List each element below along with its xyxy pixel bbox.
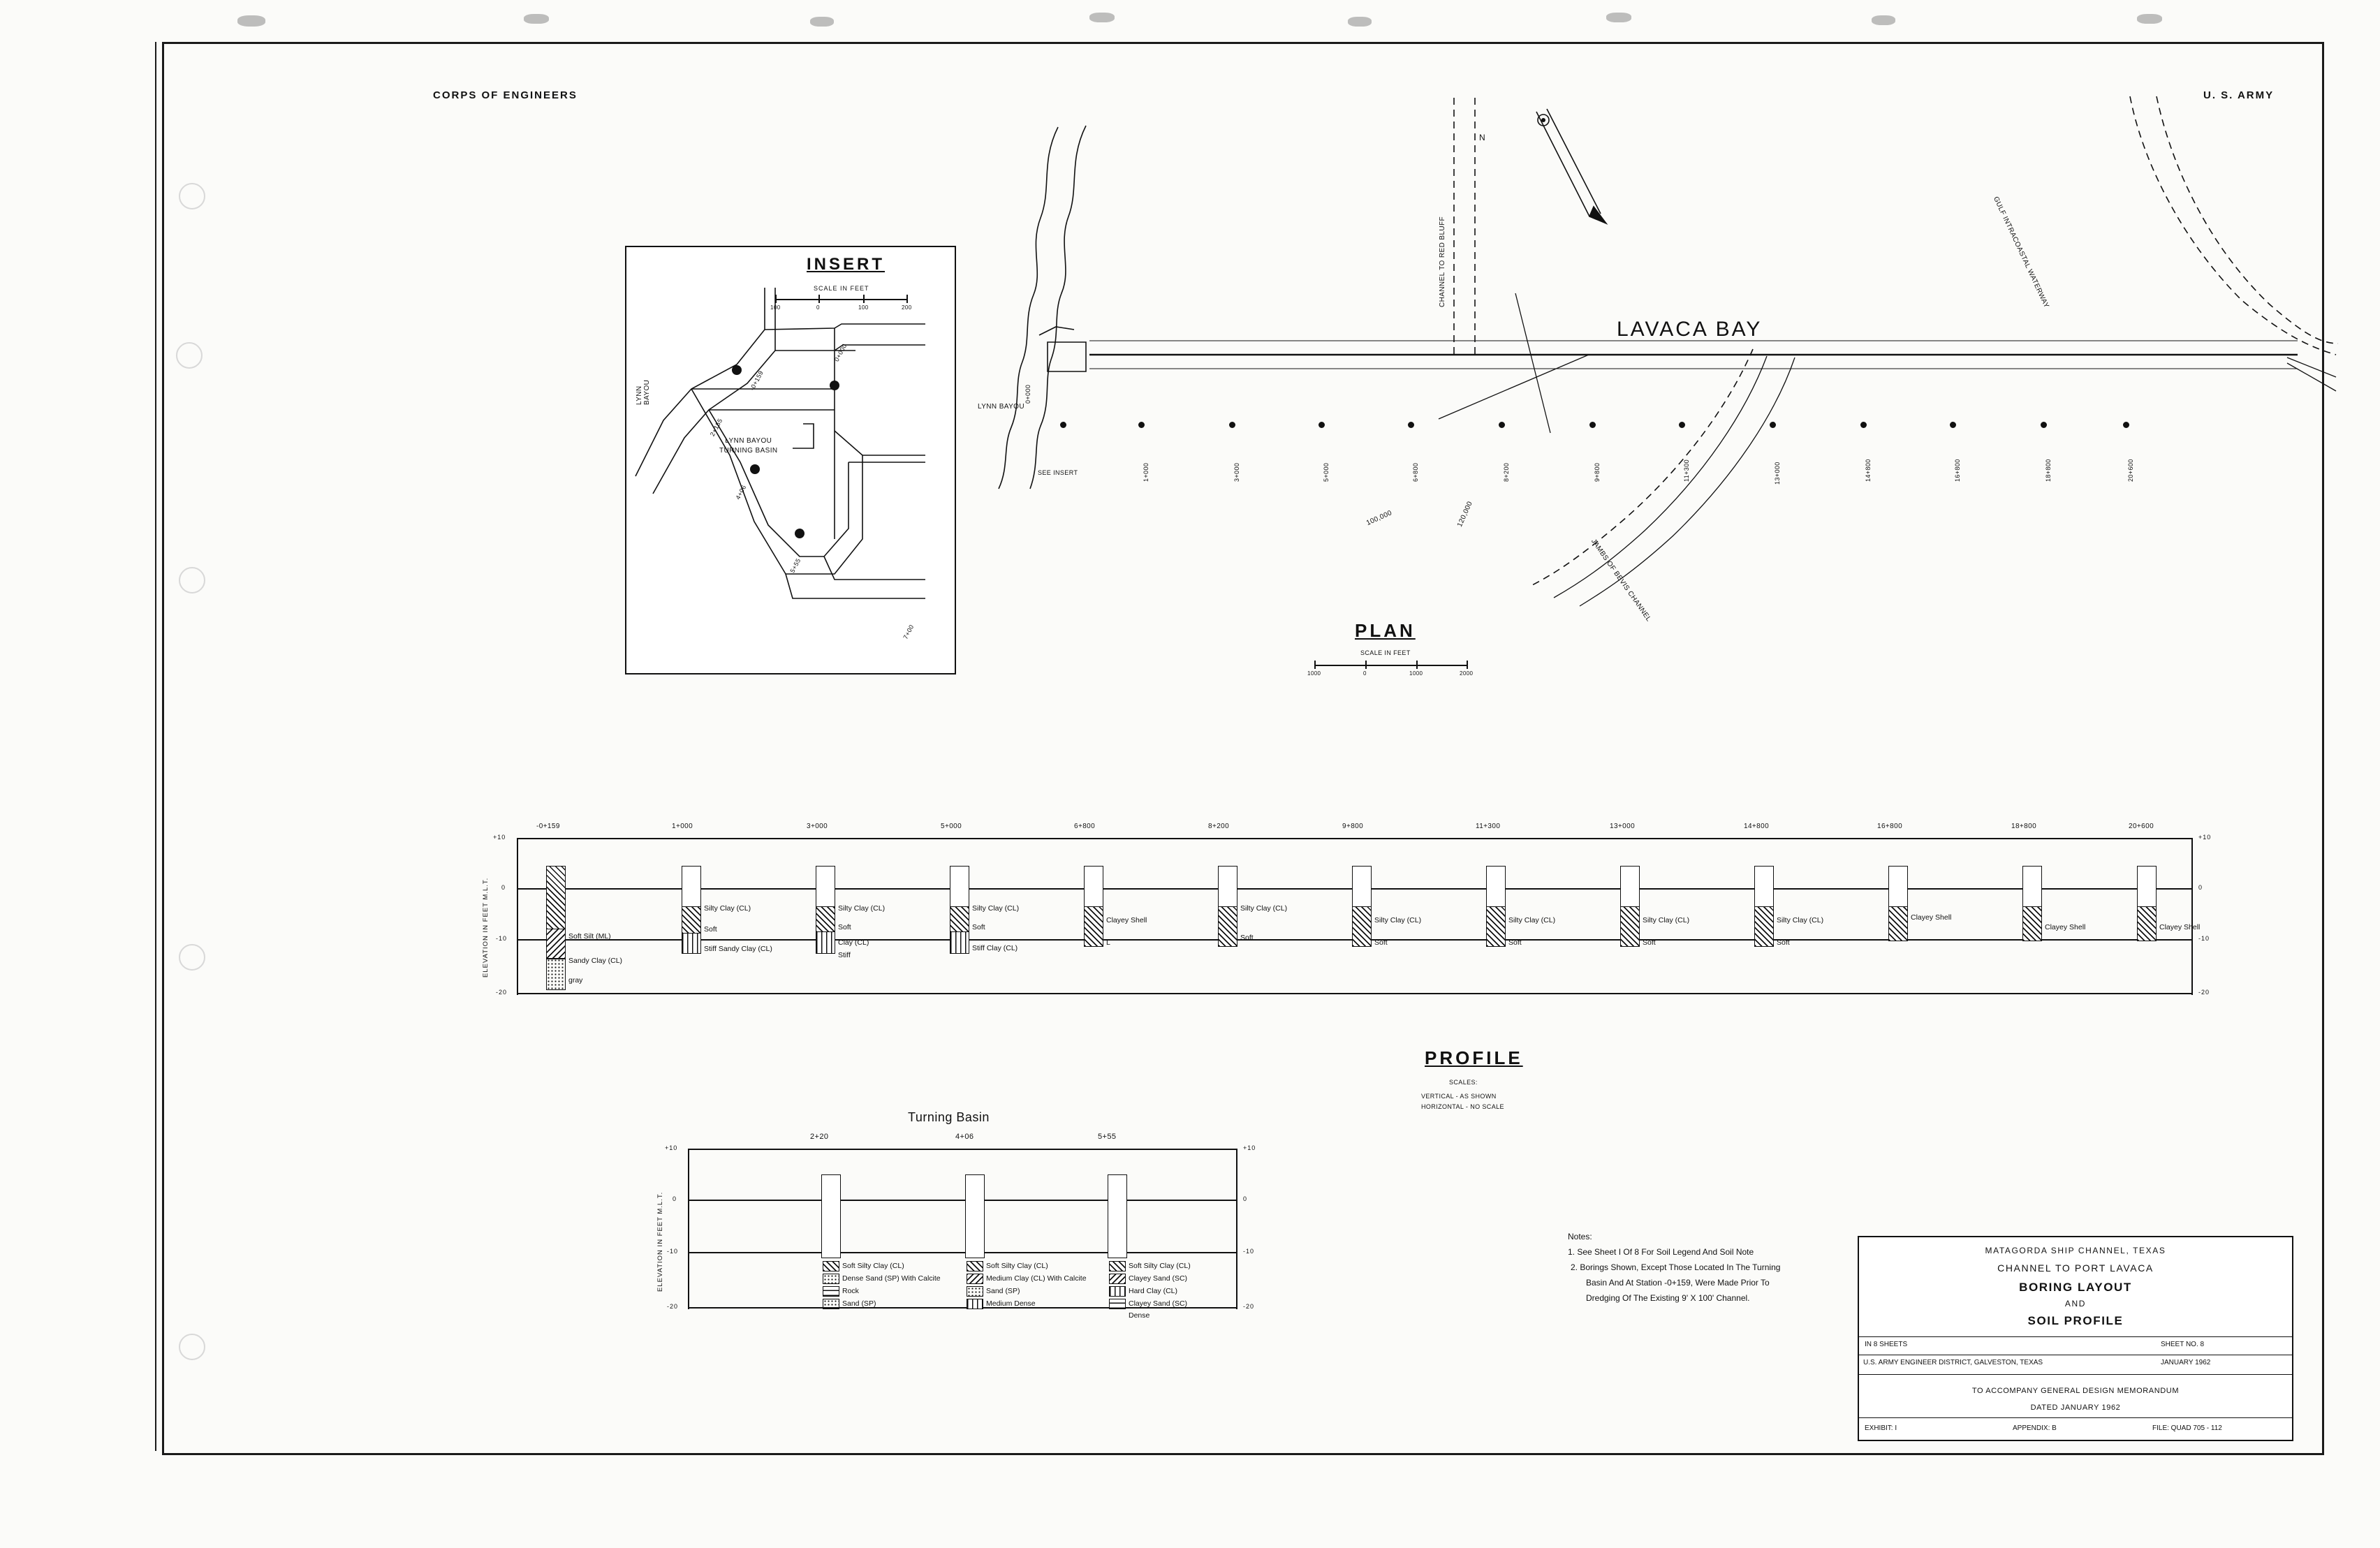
profile-scales-label: SCALES: [1449,1079,1478,1086]
boring-column [1218,906,1237,947]
insert-station-label: 4+06 [734,483,748,501]
plan-station-dot [1318,422,1325,428]
plan-scale-tick-label: 1000 [1409,670,1423,677]
boring-layer-label: Soft Silt (ML) [568,932,611,941]
tb-boring-column [1108,1174,1127,1258]
insert-channel-drawing [625,246,953,672]
us-army-label: U. S. ARMY [2203,89,2275,101]
profile-station-label: 1+000 [672,823,693,830]
boring-layer-label: Clayey Shell [1911,913,1952,922]
profile-horizontal-note: HORIZONTAL - NO SCALE [1421,1103,1504,1110]
tb-boring-column [821,1174,841,1258]
boring-layer-label: Silty Clay (CL) [1777,916,1824,924]
insert-station-label: 0+000 [832,342,849,363]
plan-scale-tick [1416,661,1418,669]
title-block-divider [1859,1336,2292,1337]
tb-y-tick: 0 [673,1195,677,1202]
tb-legend-swatch [1109,1299,1126,1309]
title-block-sheet-no: SHEET NO. 8 [2161,1341,2205,1348]
boring-layer-label: Silty Clay (CL) [972,904,1020,913]
title-block-accompany: TO ACCOMPANY GENERAL DESIGN MEMORANDUM [1971,1387,2180,1395]
plan-scale-tick-label: 1000 [1307,670,1321,677]
plan-station-dot [1229,422,1235,428]
plan-station-label: 6+800 [1412,462,1419,482]
edge-mark [1872,15,1895,25]
profile-axis-vertical [517,838,518,995]
profile-station-label: 13+000 [1610,823,1636,830]
insert-station-label: 5+55 [788,556,802,575]
profile-station-label: 6+800 [1074,823,1096,830]
title-block-line4: AND [2064,1299,2087,1309]
tb-legend-label: Sand (SP) [842,1299,876,1308]
tb-y-tick-right: +10 [1243,1144,1256,1151]
boring-layer-label: Soft [1374,938,1388,947]
plan-scale-label: SCALE IN FEET [1360,649,1411,656]
tb-legend-swatch [1109,1261,1126,1271]
plan-station-label: 5+000 [1323,462,1330,482]
tb-y-tick-right: -10 [1243,1248,1255,1255]
boring-column [1486,906,1506,947]
insert-title: INSERT [807,255,886,274]
plan-coordinate-label: 100,000 [1365,509,1394,528]
boring-layer-label: Sandy Clay (CL) [568,957,623,965]
boring-column [1218,866,1237,908]
tb-boring-column [965,1174,985,1258]
tb-legend-label: Dense Sand (SP) With Calcite [842,1274,941,1283]
boring-layer-label: gray [568,976,583,985]
title-block-dated: DATED JANUARY 1962 [2030,1403,2121,1412]
plan-station-label: 16+800 [1954,459,1961,482]
insert-lynn-bayou-label: LYNN BAYOU [636,379,651,405]
tb-y-tick: +10 [665,1144,678,1151]
boring-layer-label: Soft [1508,938,1522,947]
plan-station-dot [1589,422,1596,428]
tb-legend-label: Soft Silty Clay (CL) [842,1262,904,1270]
gulf-intracoastal-waterway-label: GULF INTRACOASTAL WATERWAY [1992,196,2050,309]
title-block-line5: SOIL PROFILE [2027,1314,2124,1327]
boring-column [816,931,835,954]
insert-scale-tick-label: 0 [816,304,820,311]
tb-y-tick: -10 [667,1248,679,1255]
insert-station-label: 7+00 [902,623,916,641]
boring-layer-label: Soft [1777,938,1790,947]
profile-station-label: 20+600 [2129,823,2154,830]
boring-column [546,929,566,959]
plan-station-dot [2123,422,2129,428]
profile-y-tick: 0 [501,884,506,891]
profile-title: PROFILE [1425,1047,1523,1068]
plan-station-dot [1138,422,1145,428]
plan-scale-tick [1365,661,1367,669]
boring-column [1084,866,1103,908]
boring-column [682,906,701,934]
edge-mark [1348,17,1372,27]
tb-legend-label: Rock [842,1287,859,1295]
edge-mark [1089,13,1115,22]
tb-legend-label: Clayey Sand (SC) [1129,1299,1188,1308]
plan-station-label: 3+000 [1233,462,1240,482]
note-item: 1. See Sheet I Of 8 For Soil Legend And Soil Note [1568,1247,1754,1257]
plan-scale-tick [1467,661,1468,669]
boring-layer-label: Silty Clay (CL) [1643,916,1690,924]
title-block-divider [1859,1417,2292,1418]
insert-station-label: 2+155 [708,417,724,438]
title-block-line3: BORING LAYOUT [2019,1281,2132,1294]
profile-station-label: 8+200 [1208,823,1230,830]
tb-axis-zero [688,1200,1237,1201]
boring-column [1620,906,1640,947]
boring-column [950,931,969,954]
profile-station-label: 14+800 [1744,823,1770,830]
insert-scale-tick-label: 100 [858,304,869,311]
boring-column [950,866,969,908]
edge-mark [810,17,834,27]
title-block-district: U.S. ARMY ENGINEER DISTRICT, GALVESTON, TEXAS [1863,1359,2043,1366]
boring-column [2137,906,2157,941]
tb-y-tick-right: 0 [1243,1195,1248,1202]
profile-station-label: -0+159 [536,823,560,830]
title-block-sheets: IN 8 SHEETS [1865,1341,1908,1348]
insert-station-label: -0+159 [748,369,765,392]
profile-station-label: 18+800 [2011,823,2037,830]
boring-column [546,866,566,930]
plan-station-label: 13+000 [1774,462,1781,485]
tb-legend-label: Sand (SP) [986,1287,1020,1295]
plan-station-dot [1770,422,1776,428]
tb-legend-label: Medium Clay (CL) With Calcite [986,1274,1087,1283]
boring-column [1888,866,1908,908]
boring-layer-label: Clay (CL) [838,938,869,947]
edge-mark [1606,13,1631,22]
boring-layer-label: Soft [704,925,717,934]
boring-column [1352,866,1372,908]
see-insert-label: SEE INSERT [1038,469,1078,476]
plan-station-dot [1679,422,1685,428]
profile-station-label: 11+300 [1476,823,1501,830]
boring-column [1888,906,1908,941]
lynn-bayou-label-plan: LYNN BAYOU [978,403,1024,411]
title-block [1858,1236,2293,1441]
insert-scale-tick-label: 200 [902,304,912,311]
tb-axis-minus10 [688,1252,1237,1253]
tb-legend-swatch [967,1261,983,1271]
boring-column [1084,906,1103,947]
plan-scale-tick-label: 2000 [1460,670,1474,677]
tb-legend-swatch [1109,1286,1126,1297]
plan-scale-bar [1314,665,1468,666]
profile-vertical-note: VERTICAL - AS SHOWN [1421,1093,1497,1100]
plan-station-label: 9+800 [1594,462,1601,482]
drawing-border-inner [155,42,156,1451]
plan-coordinate-label: 120,000 [1456,500,1474,529]
title-block-divider [1859,1374,2292,1375]
boring-layer-label: Stiff Sandy Clay (CL) [704,945,772,953]
plan-station-dot [2041,422,2047,428]
boring-layer-label: Silty Clay (CL) [1374,916,1422,924]
boring-layer-label: Soft [1240,934,1254,942]
plan-station-label: 8+200 [1503,462,1510,482]
boring-layer-label: Soft [1643,938,1656,947]
boring-layer-label: Silty Clay (CL) [704,904,751,913]
insert-basin-label: LYNN BAYOU TURNING BASIN [719,437,778,455]
tb-legend-label: Soft Silty Clay (CL) [1129,1262,1191,1270]
boring-column [2022,866,2042,908]
boring-column [546,958,566,990]
tb-legend-swatch [1109,1274,1126,1284]
boring-column [950,906,969,933]
plan-station-label: 1+000 [1143,462,1149,482]
title-block-appendix: APPENDIX: B [2013,1424,2057,1432]
edge-mark [237,15,265,27]
title-block-line2: CHANNEL TO PORT LAVACA [1997,1262,2154,1274]
tb-axis-vertical [688,1149,689,1309]
edge-mark [524,14,549,24]
tb-legend-swatch [967,1299,983,1309]
profile-station-label: 16+800 [1877,823,1903,830]
north-label: N [1479,133,1486,142]
boring-layer-label: Clayey Shell [2159,923,2201,931]
lavaca-bay-label: LAVACA BAY [1617,318,1763,341]
tb-legend-label: Medium Dense [986,1299,1036,1308]
boring-column [2022,906,2042,941]
plan-station-dot [1860,422,1867,428]
profile-axis-top [517,838,2193,839]
plan-station-label: 14+800 [1865,459,1872,482]
boring-column [816,906,835,933]
insert-scale-tick-label: 100 [770,304,781,311]
tb-station-label: 2+20 [810,1133,829,1141]
tb-y-tick-right: -20 [1243,1303,1255,1310]
boring-column [682,933,701,954]
profile-y-tick-right: +10 [2198,834,2212,841]
plan-station-dot [1060,422,1066,428]
profile-axis-bottom [517,993,2193,994]
boring-column [816,866,835,908]
edge-mark [2137,14,2162,24]
corps-of-engineers-label: CORPS OF ENGINEERS [433,89,578,101]
profile-y-tick: +10 [493,834,506,841]
tb-legend-swatch [823,1261,839,1271]
turning-basin-title: Turning Basin [908,1110,990,1124]
tb-axis-right [1236,1149,1237,1309]
insert-scale-label: SCALE IN FEET [814,285,869,292]
tb-legend-swatch [967,1286,983,1297]
boring-layer-label: Silty Clay (CL) [1240,904,1288,913]
boring-column [1754,906,1774,947]
boring-layer-label: Silty Clay (CL) [838,904,886,913]
channel-to-red-bluff-label: CHANNEL TO RED BLUFF [1439,216,1446,307]
plan-station-dot [1950,422,1956,428]
profile-y-axis-label: ELEVATION IN FEET M.L.T. [482,877,490,978]
profile-y-tick-right: -20 [2198,989,2210,996]
tb-legend-swatch [967,1274,983,1284]
plan-station-dot [1408,422,1414,428]
tb-station-label: 4+06 [955,1133,974,1141]
jambs-of-bevis-channel-label: JAMBS OF BEVIS CHANNEL [1589,538,1653,624]
profile-y-tick-right: -10 [2198,935,2210,942]
profile-station-label: 9+800 [1342,823,1364,830]
boring-column [1754,866,1774,908]
note-item: Basin And At Station -0+159, Were Made Prior To [1586,1278,1770,1288]
boring-layer-label: L [1106,938,1110,947]
plan-station-label: 0+000 [1024,384,1031,404]
plan-station-dot [1499,422,1505,428]
title-block-line1: MATAGORDA SHIP CHANNEL, TEXAS [1985,1246,2166,1255]
tb-legend-label: Dense [1129,1311,1150,1320]
tb-y-axis-label: ELEVATION IN FEET M.L.T. [656,1191,664,1292]
plan-title: PLAN [1355,620,1416,641]
note-item: 2. Borings Shown, Except Those Located In The Turning [1571,1262,1781,1272]
notes-heading: Notes: [1568,1232,1592,1241]
profile-station-label: 3+000 [807,823,828,830]
title-block-file: FILE: QUAD 705 - 112 [2152,1424,2222,1432]
profile-y-tick: -10 [496,935,508,942]
title-block-date: JANUARY 1962 [2161,1359,2211,1366]
boring-layer-label: Stiff [838,951,851,959]
plan-station-label: 20+600 [2127,459,2134,482]
profile-y-tick: -20 [496,989,508,996]
tb-axis-top [688,1149,1237,1150]
boring-layer-label: Clayey Shell [2045,923,2086,931]
title-block-exhibit: EXHIBIT: I [1865,1424,1897,1432]
notes-block [1568,1229,1861,1306]
plan-station-label: 18+800 [2045,459,2052,482]
boring-layer-label: Soft [838,923,851,931]
boring-layer-label: Silty Clay (CL) [1508,916,1556,924]
boring-column [1486,866,1506,908]
boring-column [1352,906,1372,947]
boring-layer-label: Soft [972,923,985,931]
boring-layer-label: Stiff Clay (CL) [972,944,1018,952]
tb-legend-swatch [823,1274,839,1284]
plan-scale-tick-label: 0 [1363,670,1367,677]
profile-y-tick-right: 0 [2198,884,2203,891]
tb-legend-label: Soft Silty Clay (CL) [986,1262,1048,1270]
profile-axis-right [2191,838,2193,995]
plan-scale-tick [1314,661,1316,669]
boring-layer-label: Clayey Shell [1106,916,1147,924]
tb-station-label: 5+55 [1098,1133,1117,1141]
plan-station-label: 11+300 [1683,459,1690,482]
boring-column [2137,866,2157,908]
tb-legend-label: Clayey Sand (SC) [1129,1274,1188,1283]
note-item: Dredging Of The Existing 9' X 100' Channel. [1586,1293,1750,1303]
tb-y-tick: -20 [667,1303,679,1310]
boring-column [1620,866,1640,908]
tb-legend-label: Hard Clay (CL) [1129,1287,1178,1295]
tb-legend-swatch [823,1299,839,1309]
tb-legend-swatch [823,1286,839,1297]
profile-station-label: 5+000 [941,823,962,830]
boring-column [682,866,701,908]
